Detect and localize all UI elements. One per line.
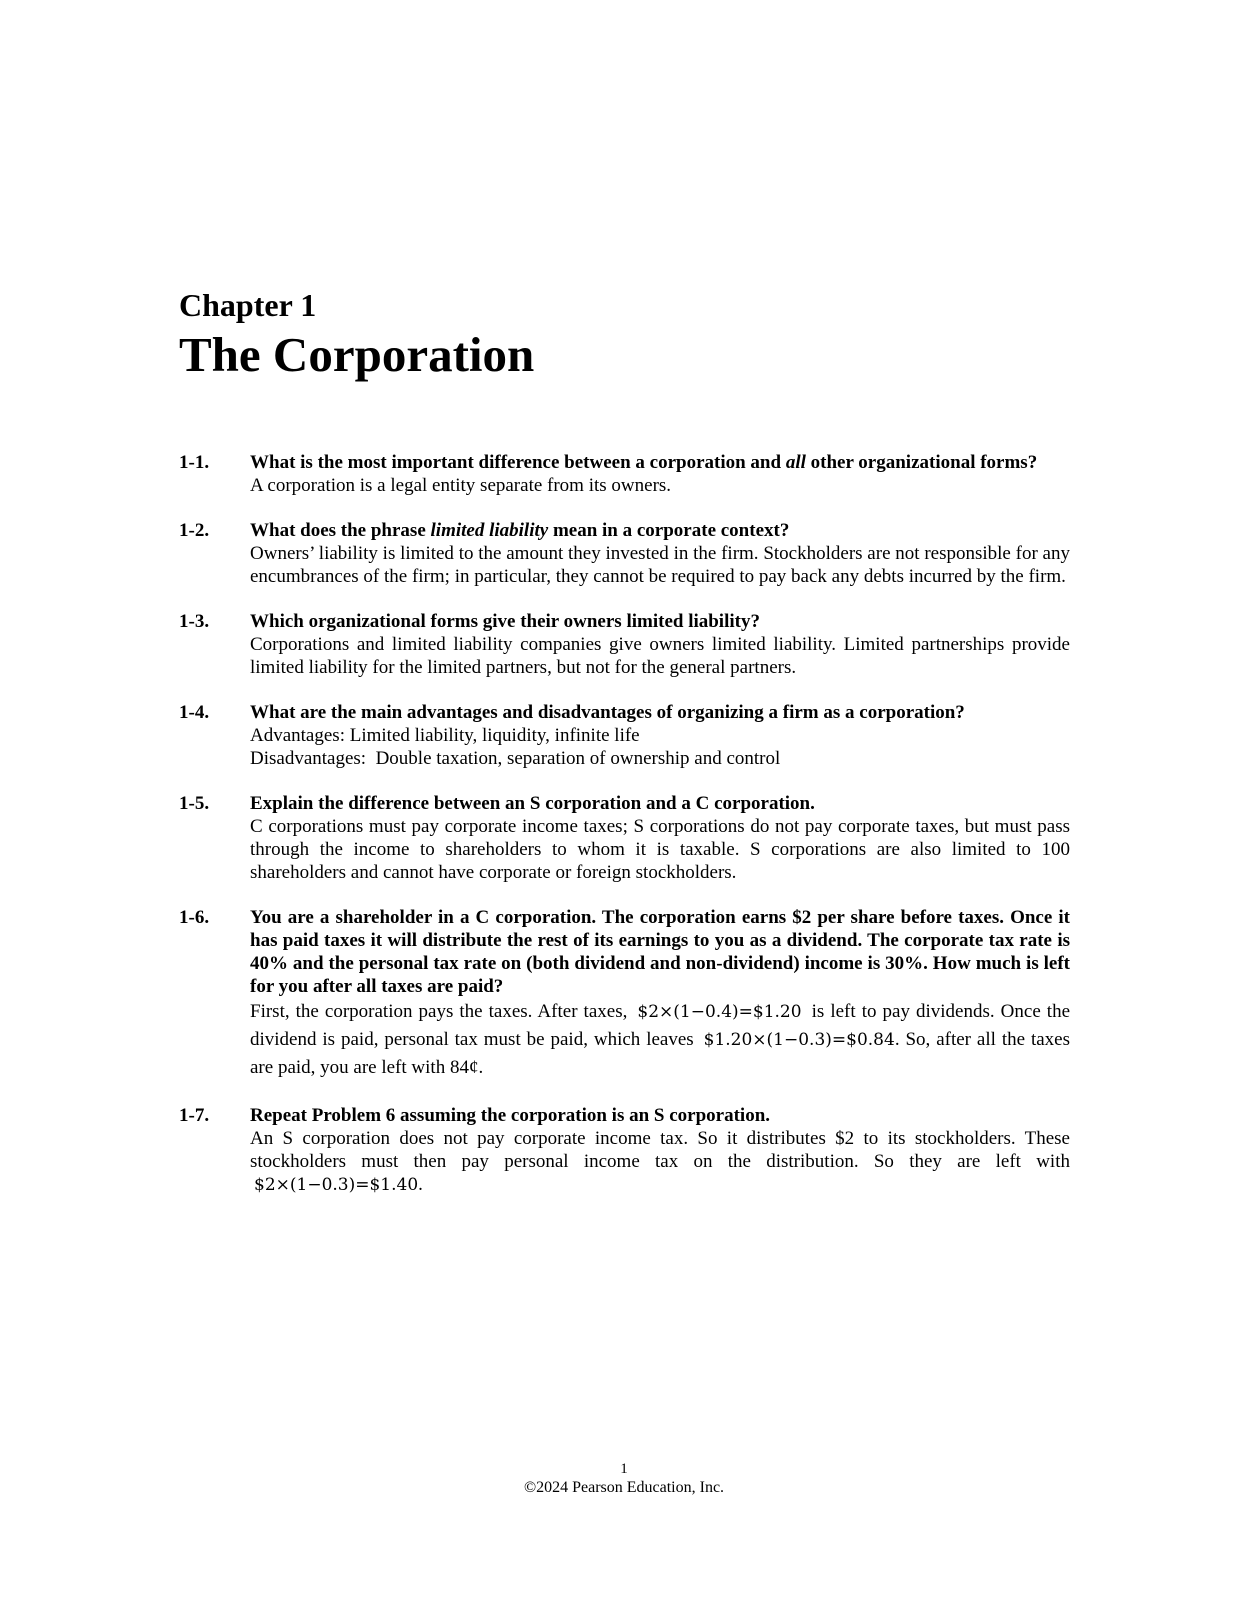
chapter-label: Chapter 1 (179, 287, 317, 323)
question-body (250, 1104, 1070, 1197)
question-number: 1-5. (179, 793, 210, 814)
chapter-title: The Corporation (179, 327, 535, 382)
question-text: You are a shareholder in a C corporation. The corporation earns $2 per share before taxes. Once it has paid taxes it will distribute the rest of its earnings to you as a dividend. The corporate tax rate is 40% and the personal tax rate on (both dividend and non-dividend) income is 30%. How much is left for you after all taxes are paid? (250, 907, 1070, 997)
question-item-1-5 (179, 792, 1070, 884)
answer-text: Corporations and limited liability companies give owners limited liability. Limited partnerships provide limited liability for the limited partners, but not for the general partners. (250, 634, 1070, 678)
question-number: 1-1. (179, 452, 210, 473)
answer-text: An S corporation does not pay corporate income tax. So it distributes $2 to its stockholders. These stockholders must then pay personal income tax on the distribution. So they are left with $2×(1−0.3)=$1.40. (250, 1128, 1070, 1195)
question-number: 1-4. (179, 702, 210, 723)
answer-advantages: Advantages: Limited liability, liquidity, infinite life (250, 725, 640, 746)
math-expression: $2×(1−0.3)=$1.40 (254, 1175, 419, 1195)
question-emphasis: all (785, 452, 806, 473)
question-item-1-3 (179, 610, 1070, 679)
answer-text: A corporation is a legal entity separate from its owners. (250, 475, 672, 496)
question-body (250, 519, 1070, 588)
question-body (250, 792, 1070, 884)
question-item-1-7 (179, 1104, 1070, 1197)
question-text: What is the most important difference between a corporation and all other organizational forms? (250, 452, 1038, 473)
question-text: What are the main advantages and disadvantages of organizing a firm as a corporation? (250, 702, 965, 723)
question-text: Which organizational forms give their owners limited liability? (250, 611, 760, 632)
question-item-1-6 (179, 906, 1070, 1082)
answer-text: Owners’ liability is limited to the amount they invested in the firm. Stockholders are not responsible for any encumbrances of the firm; in particular, they cannot be required to pay back any debts incurred by the firm. (250, 543, 1070, 587)
copyright-notice: ©2024 Pearson Education, Inc. (523, 1479, 725, 1496)
question-emphasis: limited liability (430, 520, 549, 541)
question-item-1-4 (179, 701, 1070, 770)
question-body (250, 451, 1070, 497)
math-expression: $2×(1−0.4)=$1.20 (637, 1002, 802, 1022)
question-body (250, 906, 1070, 1082)
question-item-1-2 (179, 519, 1070, 588)
math-expression: $1.20×(1−0.3)=$0.84 (703, 1030, 895, 1050)
answer-text: First, the corporation pays the taxes. After taxes, $2×(1−0.4)=$1.20 is left to pay dividends. Once the dividend is paid, personal tax must be paid, which leaves $1.20×(1−0.3)=$0.84. So, after all the taxes are paid, you are left with 84¢. (250, 1001, 1071, 1078)
page-number: 1 (620, 1461, 628, 1477)
question-number: 1-3. (179, 611, 210, 632)
question-text: Repeat Problem 6 assuming the corporation is an S corporation. (250, 1105, 771, 1126)
question-number: 1-2. (179, 520, 210, 541)
question-number: 1-6. (179, 907, 210, 928)
question-body (250, 610, 1070, 679)
answer-disadvantages: Disadvantages: Double taxation, separation of ownership and control (250, 748, 781, 769)
question-list (179, 451, 1070, 1219)
question-text: Explain the difference between an S corporation and a C corporation. (250, 793, 815, 814)
question-item-1-1 (179, 451, 1070, 497)
answer-text: C corporations must pay corporate income taxes; S corporations do not pay corporate taxes, but must pass through the income to shareholders to whom it is taxable. S corporations are also limited to 100 shareholders and cannot have corporate or foreign stockholders. (250, 816, 1070, 883)
question-body (250, 701, 1070, 770)
question-number: 1-7. (179, 1105, 210, 1126)
question-text: What does the phrase limited liability mean in a corporate context? (250, 520, 790, 541)
